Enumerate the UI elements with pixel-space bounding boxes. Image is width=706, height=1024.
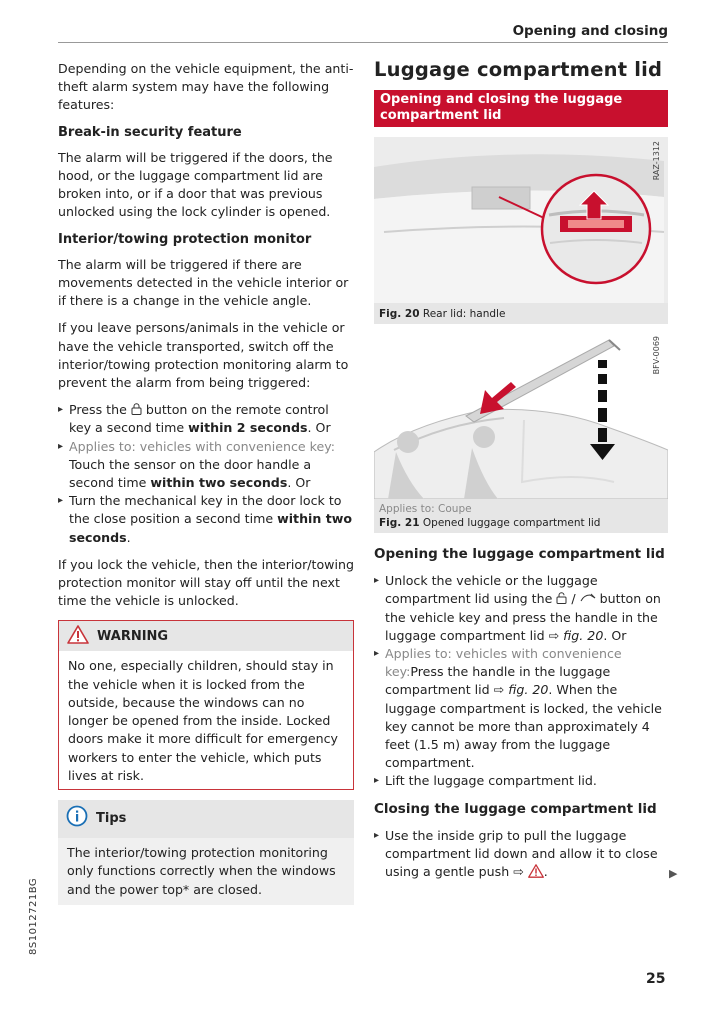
- list-item: ▸ Applies to: vehicles with convenience key: Touch the sensor on the door handle a second time within two seconds. Or: [58, 438, 354, 493]
- warning-box: [58, 620, 354, 789]
- list-item: ▸ Turn the mechanical key in the door lock to the close position a second time within two seconds.: [58, 492, 354, 547]
- warning-reference[interactable]: ⇨: [513, 864, 544, 879]
- figure-21-caption: Applies to: Coupe Fig. 21 Opened luggage compartment lid: [374, 499, 668, 533]
- figure-20: [374, 137, 668, 303]
- warning-triangle-icon: [67, 625, 89, 650]
- list-item: ▸ Unlock the vehicle or the luggage compartment lid using the / button on the vehicle key and press the handle in the luggage compartment lid ⇨ fig. 20. Or: [374, 572, 668, 645]
- unlock-key-icon: [556, 591, 567, 606]
- opening-heading: Opening the luggage compartment lid: [374, 546, 665, 562]
- tips-header: [58, 800, 354, 838]
- document-id: 8S1012721BG: [28, 877, 39, 955]
- page-number: 25: [646, 971, 666, 987]
- figure-21: [374, 332, 668, 499]
- closing-steps: [374, 827, 668, 882]
- tips-box: [58, 800, 354, 905]
- closing-heading: Closing the luggage compartment lid: [374, 800, 657, 817]
- breakin-paragraph: The alarm will be triggered if the doors, the hood, or the luggage compartment lid are broken into, or if a door that was previous unlocked using the lock cylinder is opened.: [58, 149, 333, 220]
- trunk-icon: [580, 591, 596, 606]
- warning-text: No one, especially children, should stay in the vehicle when it is locked from the outside, because the windows can no longer be opened from the inside. Locked doors make it more difficult for emergency workers to enter the vehicle, which puts lives at risk.: [68, 658, 338, 783]
- info-icon: [66, 805, 88, 833]
- intro-paragraph: Depending on the vehicle equipment, the anti-theft alarm system may have the following features:: [58, 61, 354, 113]
- section-red-bar: Opening and closing the luggage compartment lid: [374, 90, 668, 127]
- continue-arrow-icon: ▶: [669, 867, 678, 880]
- figure-code: RAZ-1312: [651, 141, 661, 181]
- figure-code: BFV-0069: [651, 336, 661, 375]
- interior-paragraph: The alarm will be triggered if there are movements detected in the vehicle interior or if there is a change in the vehicle angle.: [58, 256, 349, 309]
- alarm-off-steps: [58, 401, 354, 547]
- page-header: [58, 22, 668, 43]
- breakin-heading: Break-in security feature: [58, 124, 242, 140]
- page-title: Luggage compartment lid: [374, 58, 663, 81]
- list-item: ▸ Applies to: vehicles with convenience key:Press the handle in the luggage compartment lid ⇨ fig. 20. When the luggage compartment is locked, the vehicle key cannot be more than approximately 4 feet (1.5 m) away from the luggage compartment.: [374, 645, 668, 772]
- lock-key-icon: [131, 402, 146, 417]
- figure-reference[interactable]: ⇨ fig. 20: [493, 682, 549, 698]
- figure-20-caption: Fig. 20 Rear lid: handle: [374, 303, 668, 324]
- left-column: [58, 60, 354, 905]
- list-item: ▸ Press the button on the remote control key a second time within 2 seconds. Or: [58, 401, 354, 437]
- opened-lid-illustration: [374, 332, 668, 499]
- list-item: ▸ Lift the luggage compartment lid.: [374, 772, 668, 790]
- leave-paragraph: If you leave persons/animals in the vehicle or have the vehicle transported, switch off the interior/towing protection monitoring alarm to prevent the alarm from being triggered:: [58, 320, 349, 391]
- applies-note: Applies to: Coupe: [379, 503, 472, 515]
- applies-note: Applies to: vehicles with convenience key:: [385, 646, 622, 680]
- list-item: ▸ Use the inside grip to pull the luggage compartment lid down and allow it to close using a gentle push ⇨ .: [374, 827, 668, 882]
- warning-label: WARNING: [97, 629, 169, 645]
- figure-reference[interactable]: ⇨ fig. 20: [548, 627, 604, 643]
- tips-text: The interior/towing protection monitoring only functions correctly when the windows and the power top* are closed.: [58, 838, 354, 905]
- lock-paragraph: If you lock the vehicle, then the interior/towing protection monitor will stay off until the next time the vehicle is unlocked.: [58, 556, 354, 609]
- figure-label: Fig. 21: [379, 517, 420, 529]
- rear-lid-illustration: [374, 137, 668, 303]
- warning-triangle-icon: [528, 864, 544, 878]
- right-column: [374, 58, 668, 890]
- opening-steps: [374, 572, 668, 790]
- tips-label: Tips: [96, 810, 127, 826]
- section-title: Opening and closing: [512, 23, 668, 39]
- figure-label: Fig. 20: [379, 308, 420, 320]
- interior-heading: Interior/towing protection monitor: [58, 231, 312, 247]
- applies-note: Applies to: vehicles with convenience key:: [69, 438, 336, 454]
- warning-header: [59, 621, 353, 651]
